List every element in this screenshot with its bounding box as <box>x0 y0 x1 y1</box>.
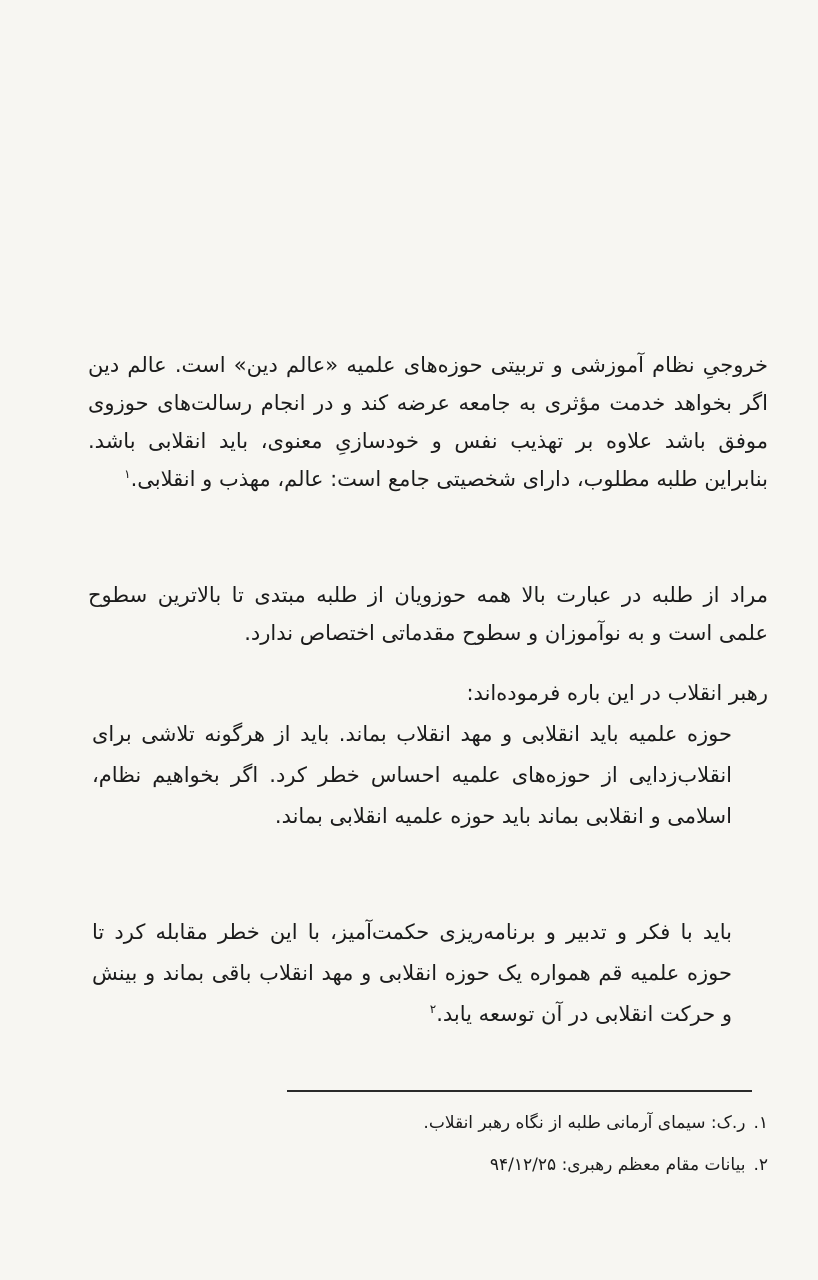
footnote-ref-2: ۲ <box>429 1002 437 1016</box>
footnote-divider <box>287 1090 752 1092</box>
footnote-2 <box>88 1152 768 1178</box>
footnote-1 <box>88 1110 768 1136</box>
footnote-ref-1: ۱ <box>124 467 131 481</box>
paragraph-intro <box>88 346 768 498</box>
footnote-2-text: بیانات مقام معظم رهبری: ۹۴/۱۲/۲۵ <box>489 1155 746 1175</box>
footnote-1-text: ر.ک: سیمای آرمانی طلبه از نگاه رهبر انقلاب. <box>423 1113 746 1133</box>
quote-first: حوزه علمیه باید انقلابی و مهد انقلاب بماند. باید از هرگونه تلاشی برای انقلاب‌زدایی از حوزه‌های علمیه احساس خطر کرد. اگر بخواهیم نظام، اسلامی و انقلابی بماند باید حوزه علمیه انقلابی بماند. <box>92 722 732 828</box>
paragraph-definition: مراد از طلبه در عبارت بالا همه حوزویان از طلبه مبتدی تا بالاترین سطوح علمی است و به نوآموزان و سطوح مقدماتی اختصاص ندارد. <box>88 583 768 645</box>
footnote-1-number: ۱. <box>753 1113 768 1133</box>
footnote-2-number: ۲. <box>753 1155 768 1175</box>
quote-second <box>92 912 732 1035</box>
quote-second-text: باید با فکر و تدبیر و برنامه‌ریزی حکمت‌آمیز، با این خطر مقابله کرد تا حوزه علمیه قم همواره یک حوزه انقلابی و مهد انقلاب باقی بماند و بینش و حرکت انقلابی در آن توسعه یابد. <box>92 920 732 1026</box>
paragraph-intro-text: خروجیِ نظام آموزشی و تربیتی حوزه‌های علمیه «عالم دین» است. عالم دین اگر بخواهد خدمت مؤثری به جامعه عرضه کند و در انجام رسالت‌های حوزوی موفق باشد علاوه بر تهذیب نفس و خودسازیِ معنوی، باید انقلابی باشد. بنابراین طلبه مطلوب، دارای شخصیتی جامع است: عالم، مهذب و انقلابی. <box>88 353 768 491</box>
paragraph-quote-intro: رهبر انقلاب در این باره فرموده‌اند: <box>466 681 768 705</box>
